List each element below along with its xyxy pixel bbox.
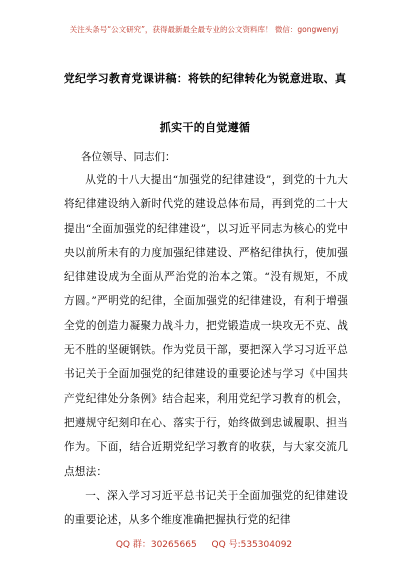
header-note: 关注头条号“公文研究”，获得最新最全最专业的公文资料库！ 微信：gongwenyj (69, 25, 339, 34)
body-paragraph: 一、深入学习习近平总书记关于全面加强党的纪律建设的重要论述，从多个维度准确把握执行党的纪律 (64, 489, 348, 527)
footer (0, 537, 408, 550)
document-body (64, 168, 348, 532)
body-paragraph: 从党的十八大提出“加强党的纪律建设”，到党的十九大将纪律建设纳入新时代党的建设总体布局，再到党的二十大提出“全面加强党的纪律建设”，以习近平同志为核心的党中央以前所未有的力度加强纪律建设、严格纪律执行，使加强纪律建设成为全面从严治党的治本之策。“没有规矩，不成方圆。”严明党的纪律，全面加强党的纪律建设，有利于增强全党的创造力凝聚力战斗力，把党锻造成一块攻无不克、战无不胜的坚硬钢铁。作为党员干部，要把深入学习习近平总书记关于全面加强党的纪律建设的重要论述与学习《中国共产党纪律处分条例》结合起来，利用党纪学习教育的机会，把遵规守纪刻印在心、落实于行，始终做到忠诚履职、担当作为。下面，结合近期党纪学习教育的收获，与大家交流几点想法： (64, 174, 348, 478)
footer-qq-group: QQ 群：30265665 (115, 540, 197, 550)
salutation: 各位领导、同志们： (81, 151, 176, 163)
document-title-line-1: 党纪学习教育党课讲稿：将铁的纪律转化为锐意进取、真 (63, 72, 347, 85)
footer-qq-number: QQ 号:535304092 (211, 540, 293, 550)
document-title-line-2: 抓实干的自觉遵循 (159, 121, 251, 134)
